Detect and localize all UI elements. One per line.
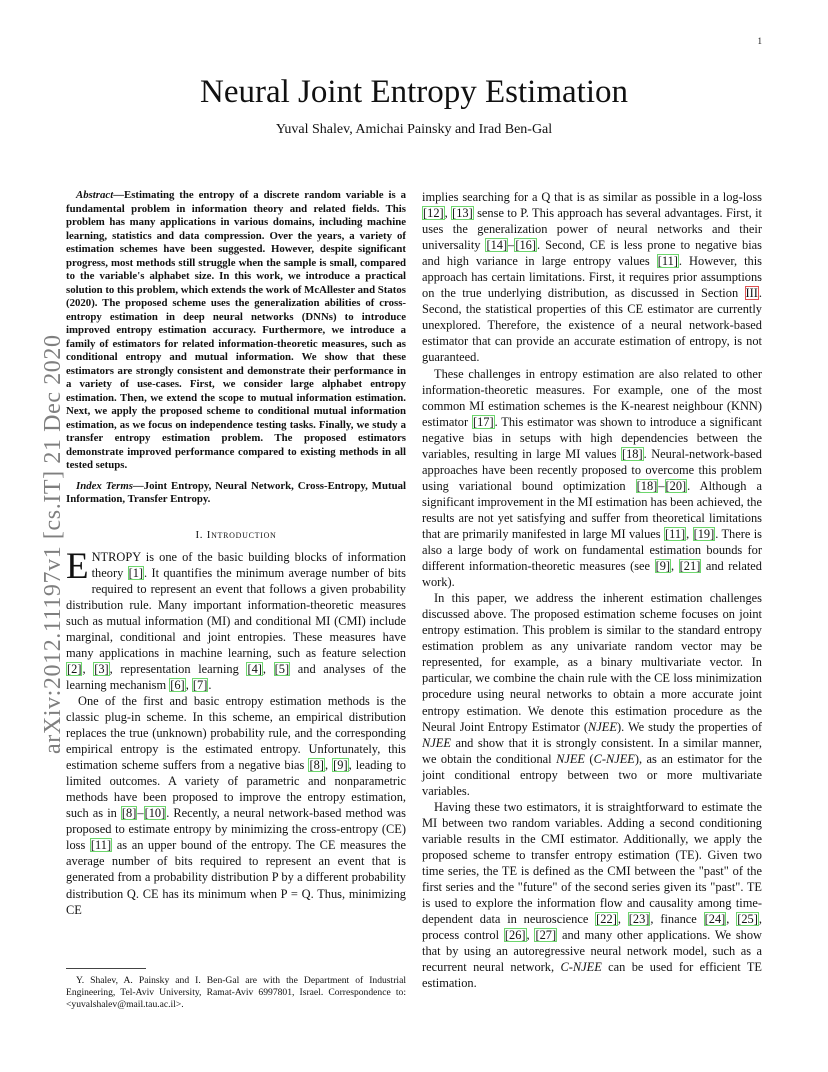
drop-cap: E [66, 545, 89, 587]
paragraph-4: These challenges in entropy estimation are also related to other information-theoretic measures. For example, one of the most common MI estimation schemes is the K-nearest neighbour (KNN) estimator [17]. This estimator was shown to introduce a significant negative bias in setups with high dependencies between the variables, resulting in large MI values [18]. Neural-network-based approaches have been recently proposed to overcome this problem using variational bound optimization [18]–[20]. Although a significant improvement in the MI estimation has been achieved, the results are not yet satisfying and suffer from theoretical limitations that are primarily manifested in large MI values [11], [19]. There is also a large body of work on fundamental estimation bounds for different information-theoretic measures (see [9], [21] and related work). [422, 366, 762, 590]
citation-link[interactable]: [8] [309, 758, 324, 773]
arxiv-identifier: arXiv:2012.11197v1 [cs.IT] 21 Dec 2020 [40, 334, 66, 754]
paper-title: Neural Joint Entropy Estimation [199, 74, 629, 110]
index-terms [66, 480, 406, 507]
footnote: Y. Shalev, A. Painsky and I. Ben-Gal are with the Department of Industrial Engineering, Tel-Aviv University, Ramat-Aviv 6997801, Israel. Correspondence to:<yuvalshalev@mail.tau.ac.il>. [66, 975, 406, 1011]
citation-link[interactable]: [21] [679, 559, 701, 574]
intro-paragraph-2: One of the first and basic entropy estimation methods is the classic plug-in scheme. In this scheme, an empirical distribution replaces the true (unknown) probability rule, and the corresponding empirical entropy is the estimated entropy. Unfortunately, this estimation scheme suffers from a negative bias [8], [9], leading to limited outcomes. A variety of parametric and nonparametric methods have been proposed to improve the entropy estimation, such as in [8]–[10]. Recently, a neural network-based method was proposed to estimate entropy by minimizing the cross-entropy (CE) loss [11] as an upper bound of the entropy. The CE measures the average number of bits required to represent an event that is generated from a probability distribution P by a different probability distribution Q. CE has its minimum when P = Q. Thus, minimizing CE [66, 693, 406, 917]
citation-link[interactable]: [8] [121, 806, 137, 821]
citation-link[interactable]: [12] [423, 206, 444, 221]
citation-link[interactable]: [11] [657, 254, 678, 269]
citation-link[interactable]: [6] [170, 677, 185, 692]
citation-link[interactable]: [4] [247, 661, 262, 676]
left-column [66, 189, 406, 918]
footnote-rule [66, 968, 146, 969]
paragraph-3: implies searching for a Q that is as similar as possible in a log-loss [12], [13] sense to P. This approach has several advantages. First, it uses the generalization power of neural networks and their universality [14]–[16]. Second, CE is less prone to negative bias and high variance in large entropy values [11]. However, this approach has certain limitations. First, it requires prior assumptions on the true underlying distribution, as discussed in Section III. Second, the statistical properties of this CE estimator are currently unexplored. Therefore, the existence of a neural network-based estimator that can provide an accurate estimation of entropy, is not guaranteed. [422, 190, 762, 365]
paragraph-5: In this paper, we address the inherent estimation challenges discussed above. The proposed estimation scheme focuses on joint entropy estimation. This problem is similar to the standard entropy estimation problem as any univariate random vector may be represented, for example, as a binary multivariate vector. In particular, we combine the chain rule with the CE loss minimization procedure using neural networks to obtain a more accurate joint entropy estimation. We denote this estimation procedure as the Neural Joint Entropy Estimator (NJEE). We study the properties of NJEE and show that it is strongly consistent. In a similar manner, we obtain the conditional NJEE (C-NJEE), as an estimator for the joint conditional entropy between two or more multivariate variables. [422, 591, 763, 798]
citation-link[interactable]: [19] [693, 526, 715, 541]
paper-authors: Yuval Shalev, Amichai Painsky and Irad Ben-Gal [275, 122, 553, 137]
section-reference-link[interactable]: III [745, 286, 758, 301]
citation-link[interactable]: [11] [664, 526, 686, 541]
abstract-label: Abstract [76, 189, 114, 201]
index-terms-label: Index Terms [76, 479, 133, 492]
abstract [66, 189, 406, 473]
citation-link[interactable]: [22] [596, 912, 617, 927]
citation-link[interactable]: [9] [655, 559, 671, 574]
citation-link[interactable]: [24] [704, 912, 726, 927]
citation-link[interactable]: [26] [504, 928, 526, 943]
citation-link[interactable]: [14] [486, 238, 508, 253]
citation-link[interactable]: [11] [90, 838, 112, 853]
citation-link[interactable]: [7] [192, 677, 208, 692]
citation-link[interactable]: [1] [128, 565, 144, 580]
citation-link[interactable]: [25] [737, 912, 758, 927]
citation-link[interactable]: [5] [274, 661, 290, 676]
citation-link[interactable]: [13] [452, 206, 473, 221]
citation-link[interactable]: [3] [94, 661, 109, 676]
index-terms-text: —Joint Entropy, Neural Network, Cross-Entropy, Mutual Information, Transfer Entropy. [66, 479, 406, 505]
intro-paragraph-1: ENTROPY is one of the basic building blocks of information theory [1]. It quantifies the minimum average number of bits required to represent an event that follows a given probability distribution rule. Many important information-theoretic measures such as mutual information (MI) and conditional MI (CMI) include marginal, conditional and joint entropies. These measures have many applications in machine learning, such as feature selection [2], [3], representation learning [4], [5] and analyses of the learning mechanism [6], [7]. [66, 545, 407, 692]
right-column [422, 189, 762, 991]
citation-link[interactable]: [2] [67, 661, 82, 676]
citation-link[interactable]: [10] [144, 806, 166, 821]
abstract-text: —Estimating the entropy of a discrete random variable is a fundamental problem in information theory and related fields. This problem has many applications in various domains, including machine learning, statistics and data compression. Over the years, a variety of estimation schemes have been suggested. However, despite significant progress, most methods still struggle when the sample is small, compared to the variable's alphabet size. In this work, we introduce a practical solution to this problem, which extends the work of McAllester and Statos (2020). The proposed scheme uses the generalization abilities of cross-entropy estimation in deep neural networks (DNNs) to introduce improved entropy estimation accuracy. Furthermore, we introduce a family of estimators for related information-theoretic measures, such as conditional entropy and mutual information. We show that these estimators are strongly consistent and demonstrate their performance in a variety of use-cases. First, we consider large alphabet entropy estimation. Then, we extend the scope to mutual information estimation. Next, we apply the proposed scheme to conditional mutual information estimation, as we focus on independence testing tasks. Finally, we study a transfer entropy estimation problem. The proposed estimators demonstrate improved performance compared to existing methods in all tested setups. [66, 189, 406, 471]
citation-link[interactable]: [16] [515, 238, 536, 253]
citation-link[interactable]: [20] [665, 478, 687, 493]
citation-link[interactable]: [18] [621, 446, 643, 461]
page-number: 1 [757, 36, 762, 46]
paragraph-6: Having these two estimators, it is straightforward to estimate the MI between two random variables. Adding a second conditioning variable results in the CMI estimator. Additionally, we apply the proposed scheme to transfer entropy estimation (TE). Given two time series, the TE is defined as the CMI between the "past" of the first series and the "future" of the second series given its "past". TE is used to explore the information flow and causality among time-dependent data in neuroscience [22], [23], finance [24], [25], process control [26], [27] and many other applications. We show that by using an autoregressive neural network model, such as a recurrent neural network, C-NJEE can be used for efficient TE estimation. [422, 799, 762, 991]
citation-link[interactable]: [18] [636, 478, 658, 493]
citation-link[interactable]: [27] [535, 928, 557, 943]
citation-link[interactable]: [23] [628, 912, 650, 927]
citation-link[interactable]: [17] [472, 414, 494, 429]
citation-link[interactable]: [9] [333, 758, 348, 773]
section-heading: I. Introduction [195, 528, 277, 541]
